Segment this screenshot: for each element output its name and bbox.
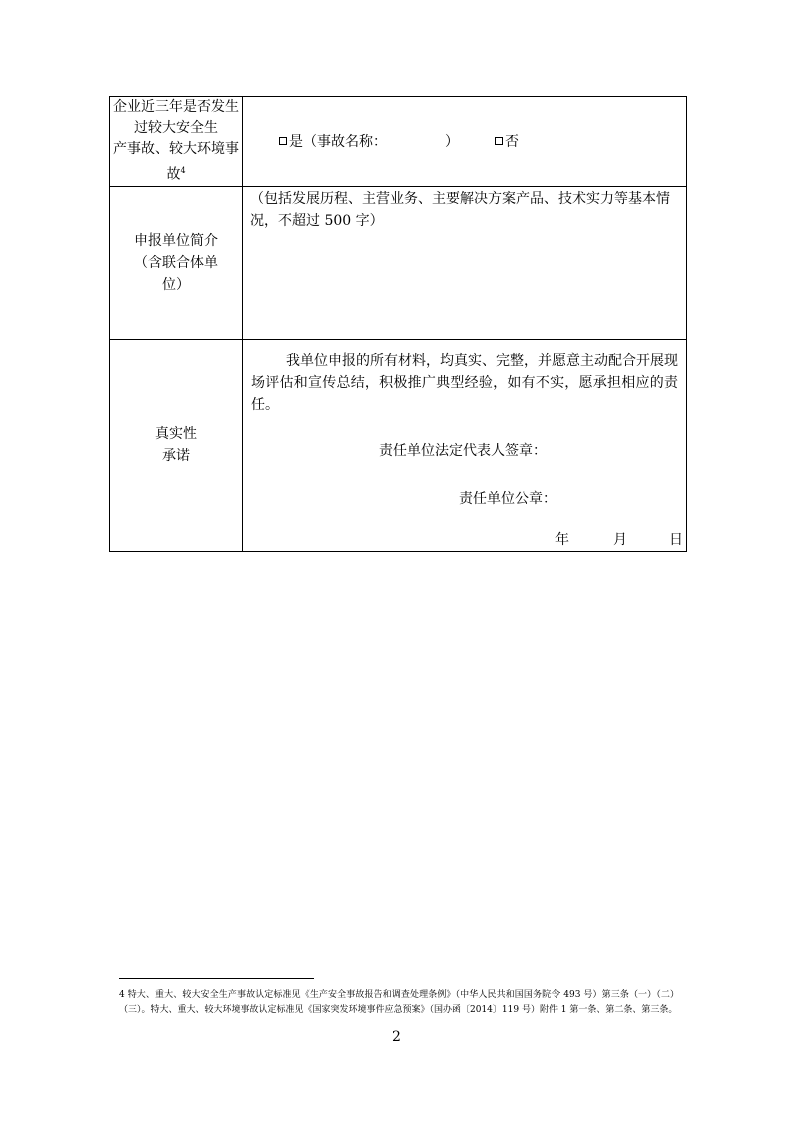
company-intro-label-line3: 位） — [162, 276, 190, 293]
legal-representative-signature[interactable]: 责任单位法定代表人签章： — [379, 442, 547, 459]
checkbox-icon[interactable] — [495, 137, 503, 145]
company-intro-instructions: （包括发展历程、主营业务、主要解决方案产品、技术实力等基本情况，不超过 500 字） — [250, 190, 670, 229]
date-year: 年 — [555, 531, 569, 548]
page-number: 2 — [392, 1029, 401, 1045]
date-day: 日 — [669, 531, 683, 548]
pledge-statement: 我单位申报的所有材料，均真实、完整，并愿意主动配合开展现场评估和宣传总结，积极推广典型经验，如有不实，愿承担相应的责任。 — [251, 352, 678, 413]
accident-question-line2-text: 产事故、较大环境事故 — [113, 141, 239, 183]
application-form-table — [109, 96, 687, 552]
accident-question-options — [243, 97, 687, 187]
option-yes-label: 是（事故名称： — [289, 134, 387, 151]
authenticity-pledge-row — [110, 339, 687, 551]
company-intro-label-line1: 申报单位简介 — [134, 232, 218, 249]
footnote-text: 特大、重大、较大安全生产事故认定标准见《生产安全事故报告和调查处理条例》（中华人民共和国国务院令 493 号）第三条（一）（二）（三）。特大、重大、较大环境事故认定标准见《国家突发环境事件应急预案》（国办函〔2014〕119 号）附件 1 第一条、第二条、第三条。 — [119, 990, 679, 1015]
authenticity-pledge-label — [110, 339, 243, 551]
company-intro-label-line2: （含联合体单 — [134, 254, 218, 271]
accident-question-line2 — [110, 139, 242, 186]
option-yes[interactable] — [279, 131, 387, 151]
signature-date[interactable] — [555, 529, 683, 549]
option-no[interactable] — [495, 131, 519, 151]
accident-question-label — [110, 97, 243, 187]
pledge-label-line1: 真实性 — [155, 426, 197, 443]
option-no-label: 否 — [505, 134, 519, 151]
option-yes-close: ） — [445, 134, 459, 151]
company-intro-row — [110, 186, 687, 339]
footnote-marker: 4 — [119, 990, 125, 1000]
footnote — [119, 988, 679, 1018]
footnote-divider — [119, 978, 314, 979]
authenticity-pledge-content — [243, 339, 687, 551]
unit-seal[interactable]: 责任单位公章： — [459, 490, 557, 507]
date-month: 月 — [613, 531, 627, 548]
company-intro-label — [110, 186, 243, 339]
footnote-ref: 4 — [180, 166, 186, 175]
company-intro-field[interactable] — [243, 186, 687, 339]
pledge-label-line2: 承诺 — [162, 448, 190, 465]
accident-question-row — [110, 97, 687, 187]
checkbox-icon[interactable] — [279, 137, 287, 145]
accident-question-line1: 企业近三年是否发生过较大安全生 — [113, 99, 239, 136]
